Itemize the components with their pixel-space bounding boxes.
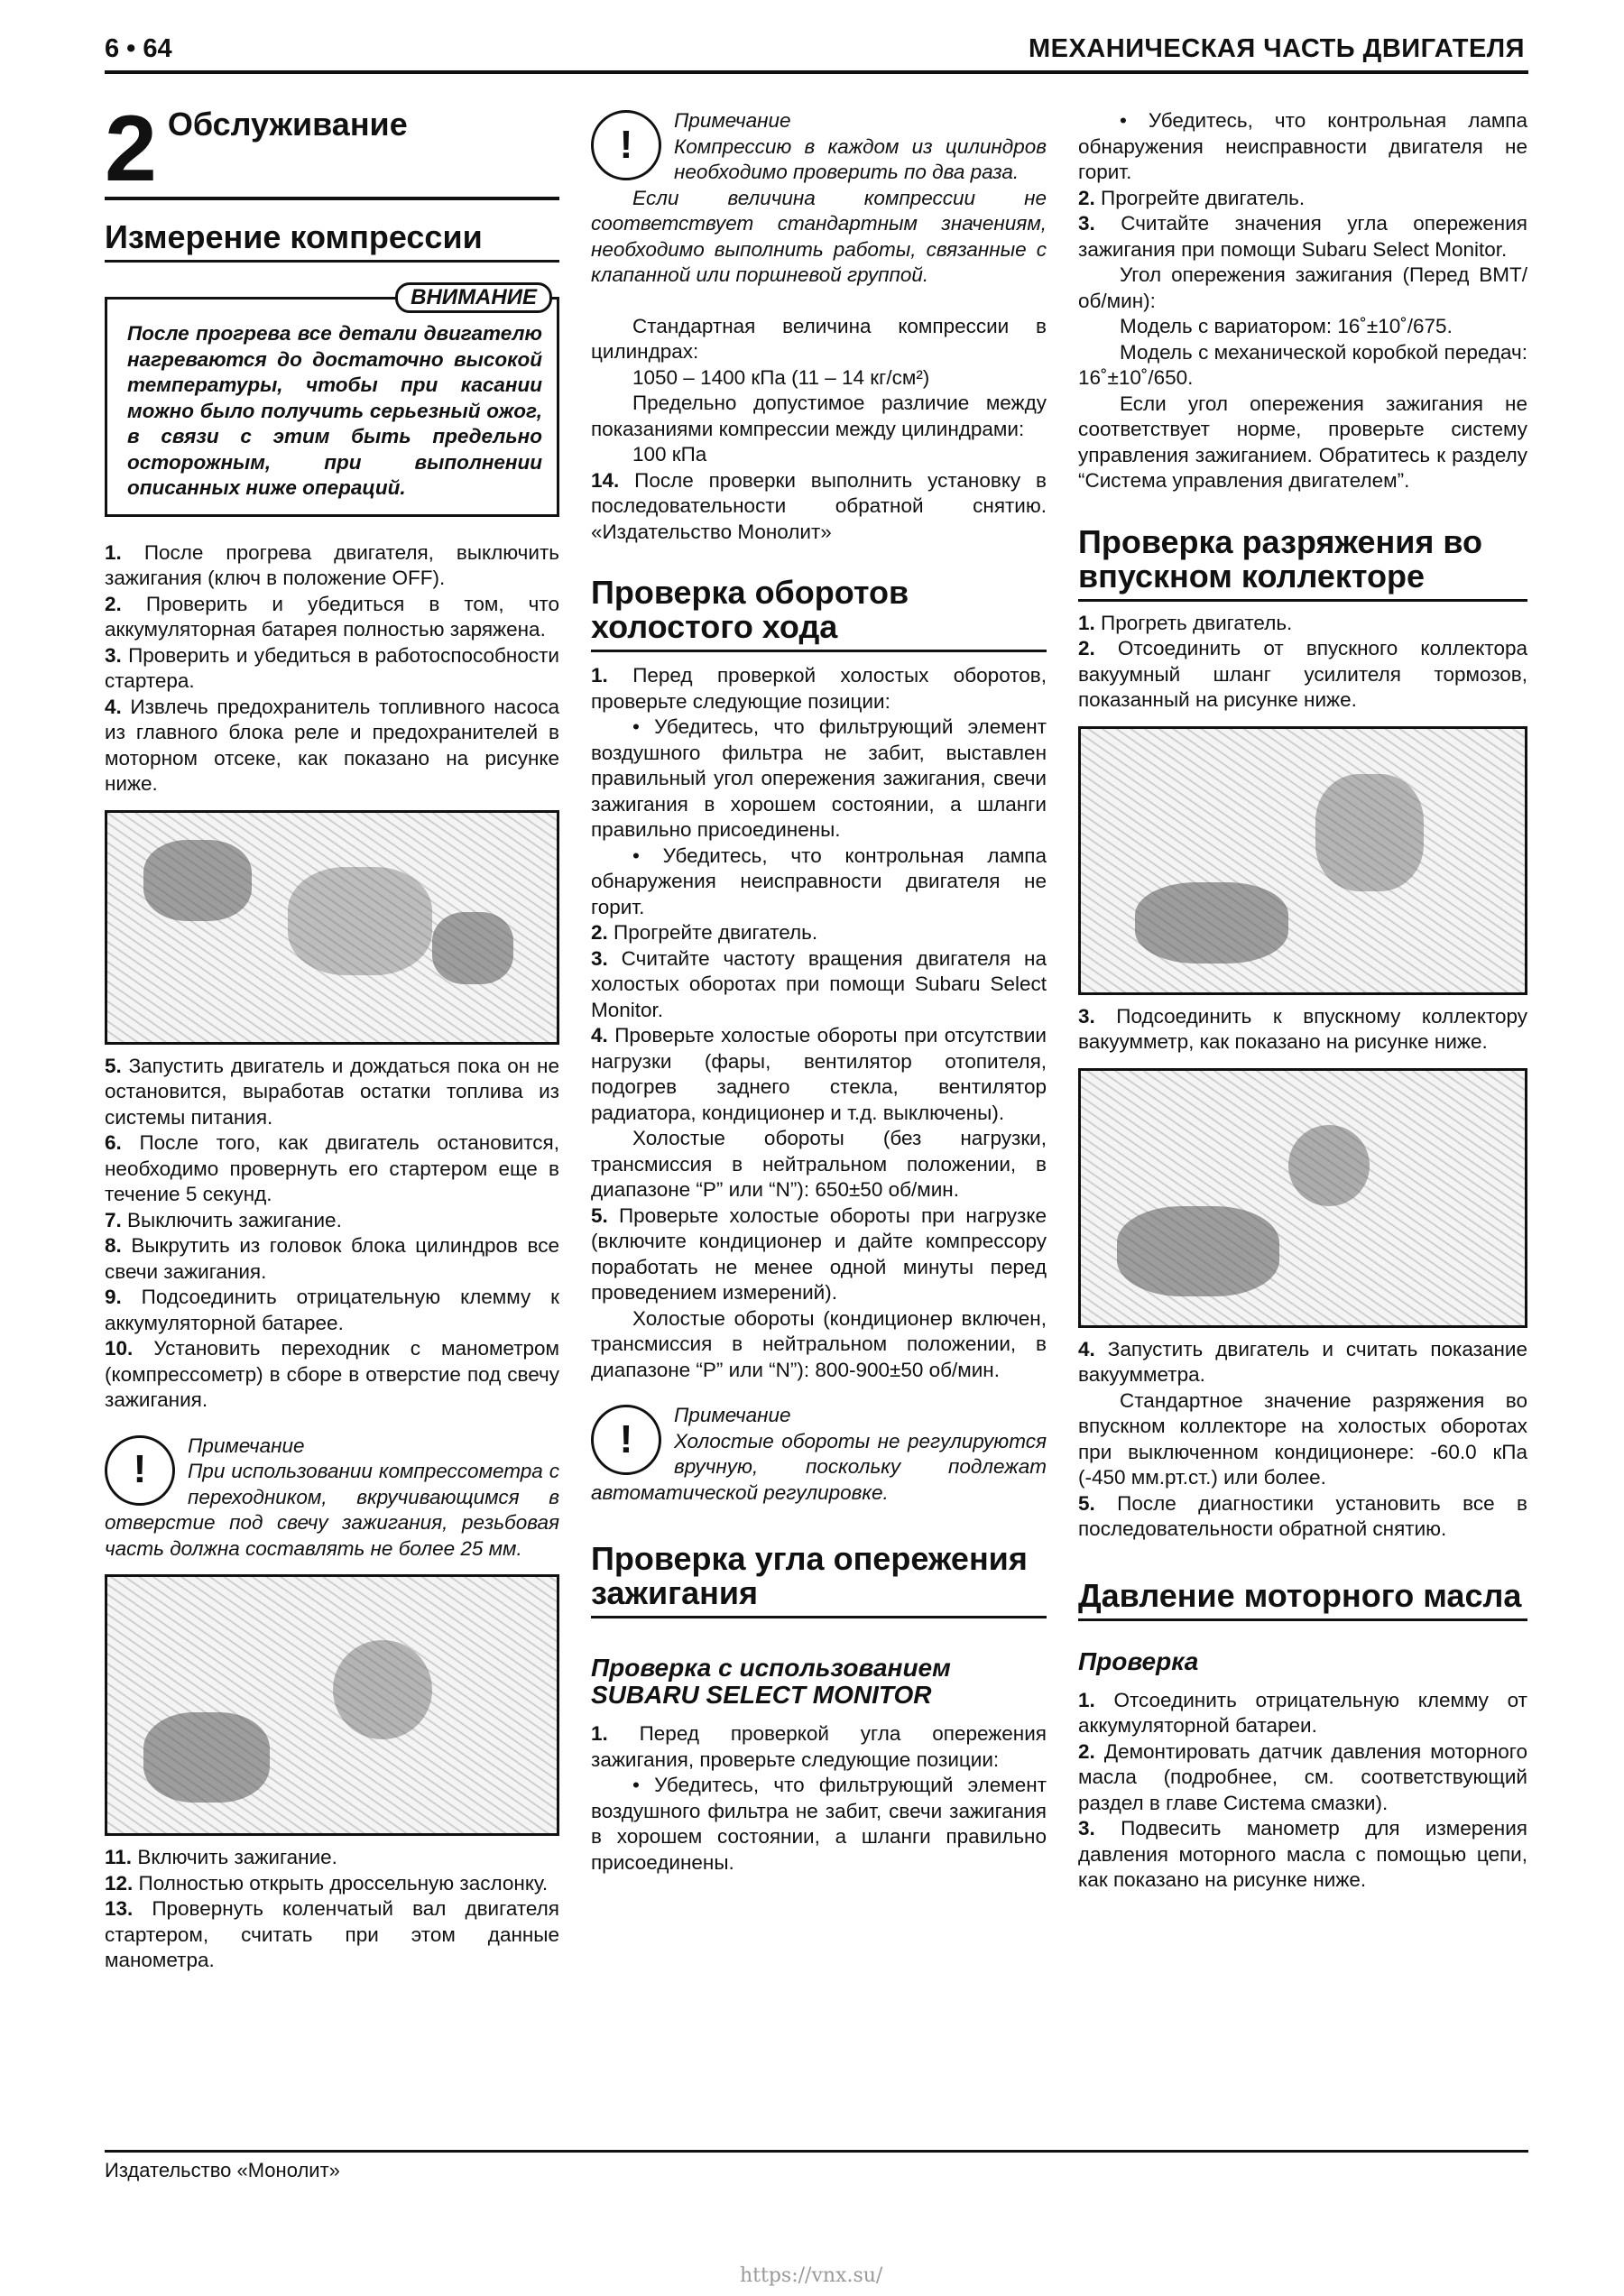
note-text: Холостые обороты не регулируются вручную, поскольку подлежат автоматической регулировке. xyxy=(591,1429,1047,1504)
value: Модель с вариатором: 16˚±10˚/675. xyxy=(1120,315,1453,337)
heading-idle: Проверка оборотов холостого хода xyxy=(591,576,1047,652)
list-item: 6. После того, как двигатель остановится, необходимо провернуть его стартером еще в течение 5 секунд. xyxy=(105,1131,559,1205)
warning-label: ВНИМАНИЕ xyxy=(395,282,552,313)
list-item: 4. Запустить двигатель и считать показание вакуумметра. xyxy=(1078,1337,1527,1386)
note-title: Примечание xyxy=(674,109,791,132)
column-2 xyxy=(591,108,1047,1876)
fuse-box-figure xyxy=(105,810,559,1045)
list-item: 13. Провернуть коленчатый вал двигателя стартером, считать при этом данные манометра. xyxy=(105,1897,559,1971)
note-title: Примечание xyxy=(674,1404,791,1426)
bullet-item: • Убедитесь, что фильтрующий элемент воздушного фильтра не забит, свечи зажигания в хорошем состоянии, а шланги правильно присоединены. xyxy=(591,1774,1047,1874)
paragraph: Стандартное значение разряжения во впускном коллекторе на холостых оборотах при выключенном кондиционере: -60.0 кПа (-450 мм.рт.ст.) или более. xyxy=(1078,1388,1527,1489)
list-item: 5. После диагностики установить все в последовательности обратной снятию. xyxy=(1078,1491,1527,1540)
list-item: 9. Подсоединить отрицательную клемму к аккумуляторной батарее. xyxy=(105,1286,559,1334)
compression-gauge-figure xyxy=(105,1574,559,1836)
list-item: 4. Извлечь предохранитель топливного насоса из главного блока реле и предохранителей в моторном отсеке, как показано на рисунке ниже. xyxy=(105,695,559,795)
paragraph: Если угол опережения зажигания не соответствует норме, проверьте систему управления зажиганием. Обратитесь к разделу “Система управления двигателем”. xyxy=(1078,392,1527,492)
paragraph: Холостые обороты (кондиционер включен, трансмиссия в нейтральном положении, в диапазоне “P” или “N”): 800-900±50 об/мин. xyxy=(591,1306,1047,1381)
note-text: Компрессию в каждом из цилиндров необходимо проверить по два раза. xyxy=(674,134,1047,183)
vacuum-hose-figure xyxy=(1078,726,1527,995)
list-item: 2. Прогрейте двигатель. xyxy=(1078,186,1306,209)
list-item: 10. Установить переходник с манометром (компрессометр) в сборе в отверстие под свечу зажигания. xyxy=(105,1337,559,1411)
subheading-ssm: Проверка с использованием SUBARU SELECT MONITOR xyxy=(591,1654,951,1709)
list-item: 5. Проверьте холостые обороты при нагрузке (включите кондиционер и дайте компрессору поработать не менее одной минуты перед проведением измерений). xyxy=(591,1203,1047,1304)
header-rule xyxy=(105,70,1528,74)
footer-publisher: Издательство «Монолит» xyxy=(105,2159,340,2181)
note-text: При использовании компрессометра с переходником, вкручивающимся в отверстие под свечу зажигания, резьбовая часть должна составлять не более 25 мм. xyxy=(105,1460,559,1560)
note-block xyxy=(105,1434,559,1563)
running-title: МЕХАНИЧЕСКАЯ ЧАСТЬ ДВИГАТЕЛЯ xyxy=(1028,34,1525,63)
paragraph: Стандартная величина компрессии в цилиндрах: xyxy=(591,314,1047,363)
column-1 xyxy=(105,97,559,1974)
note-icon: ! xyxy=(591,110,661,180)
page-number: 6 • 64 xyxy=(105,34,172,63)
footer-rule xyxy=(105,2150,1528,2153)
note-text: Если величина компрессии не соответствует стандартным значениям, необходимо выполнить работы, связанные с клапанной или поршневой группой. xyxy=(591,186,1047,286)
note-icon: ! xyxy=(105,1435,175,1506)
list-item: 2. Прогрейте двигатель. xyxy=(591,921,818,944)
list-item: 3. Считайте частоту вращения двигателя на холостых оборотах при помощи Subaru Select Monitor. xyxy=(591,946,1047,1021)
note-title: Примечание xyxy=(188,1434,305,1457)
paragraph: Предельно допустимое различие между показаниями компрессии между цилиндрами: xyxy=(591,392,1047,440)
list-item: 5. Запустить двигатель и дождаться пока он не остановится, выработав остатки топлива из системы питания. xyxy=(105,1054,559,1129)
value: 1050 – 1400 кПа (11 – 14 кг/см²) xyxy=(632,365,930,389)
list-item: 1. Перед проверкой холостых оборотов, проверьте следующие позиции: xyxy=(591,664,1047,713)
section-number: 2 xyxy=(105,97,157,201)
list-item: 4. Проверьте холостые обороты при отсутствии нагрузки (фары, вентилятор отопителя, подогрев заднего стекла, вентилятор радиатора, кондиционер и т.д. выключены). xyxy=(591,1024,1047,1124)
list-item: 1. Прогреть двигатель. xyxy=(1078,611,1293,634)
list-item: 14. После проверки выполнить установку в последовательности обратной снятию. «Издательство Монолит» xyxy=(591,468,1047,543)
list-item: 3. Проверить и убедиться в работоспособности стартера. xyxy=(105,643,559,692)
list-item: 8. Выкрутить из головок блока цилиндров все свечи зажигания. xyxy=(105,1234,559,1283)
list-item: 2. Демонтировать датчик давления моторного масла (подробнее, см. соответствующий раздел в главе Система смазки). xyxy=(1078,1739,1527,1814)
section-heading xyxy=(105,97,559,201)
list-item: 3. Считайте значения угла опережения зажигания при помощи Subaru Select Monitor. xyxy=(1078,212,1527,261)
list-item: 7. Выключить зажигание. xyxy=(105,1208,342,1231)
list-item: 2. Проверить и убедиться в том, что аккумуляторная батарея полностью заряжена. xyxy=(105,592,559,641)
paragraph: Угол опережения зажигания (Перед ВМТ/об/мин): xyxy=(1078,263,1527,312)
warning-text: После прогрева все детали двигателю нагреваются до достаточно высокой температуры, чтобы при касании можно было получить серьезный ожог, в связи с этим быть предельно осторожным, при выполнении описанных ниже операций. xyxy=(105,297,559,517)
note-block xyxy=(591,1403,1047,1506)
bullet-item: • Убедитесь, что фильтрующий элемент воздушного фильтра не забит, выставлен правильный угол опережения зажигания, свечи зажигания в хорошем состоянии, а шланги правильно присоединены. xyxy=(591,715,1047,841)
column-3 xyxy=(1078,108,1527,1894)
list-item: 1. Перед проверкой угла опережения зажигания, проверьте следующие позиции: xyxy=(591,1722,1047,1771)
watermark-link[interactable]: https://vnx.su/ xyxy=(740,2264,883,2287)
list-item: 1. Отсоединить отрицательную клемму от аккумуляторной батареи. xyxy=(1078,1688,1527,1737)
list-item: 3. Подсоединить к впускному коллектору вакуумметр, как показано на рисунке ниже. xyxy=(1078,1004,1527,1053)
warning-box xyxy=(105,285,559,517)
paragraph: Холостые обороты (без нагрузки, трансмиссия в нейтральном положении, в диапазоне “P” или “N”): 650±50 об/мин. xyxy=(591,1127,1047,1201)
heading-oil-pressure: Давление моторного масла xyxy=(1078,1579,1527,1621)
value: Модель с механической коробкой передач: 16˚±10˚/650. xyxy=(1078,340,1527,389)
note-block xyxy=(591,108,1047,289)
subheading-check: Проверка xyxy=(1078,1646,1199,1675)
vacuum-gauge-figure xyxy=(1078,1068,1527,1328)
list-item: 11. Включить зажигание. xyxy=(105,1846,337,1868)
heading-compression: Измерение компрессии xyxy=(105,220,559,263)
bullet-item: • Убедитесь, что контрольная лампа обнаружения неисправности двигателя не горит. xyxy=(1078,109,1527,183)
note-icon: ! xyxy=(591,1405,661,1475)
value: 100 кПа xyxy=(632,443,707,466)
list-item: 3. Подвесить манометр для измерения давления моторного масла с помощью цепи, как показано на рисунке ниже. xyxy=(1078,1817,1527,1891)
list-item: 2. Отсоединить от впускного коллектора вакуумный шланг усилителя тормозов, показанный на рисунке ниже. xyxy=(1078,637,1527,711)
list-item: 12. Полностью открыть дроссельную заслонку. xyxy=(105,1871,549,1895)
heading-timing: Проверка угла опережения зажигания xyxy=(591,1542,1047,1618)
list-item: 1. После прогрева двигателя, выключить зажигания (ключ в положение OFF). xyxy=(105,540,559,589)
heading-vacuum: Проверка разряжения во впускном коллекторе xyxy=(1078,525,1527,602)
bullet-item: • Убедитесь, что контрольная лампа обнаружения неисправности двигателя не горит. xyxy=(591,844,1047,918)
section-title: Обслуживание xyxy=(167,106,408,143)
